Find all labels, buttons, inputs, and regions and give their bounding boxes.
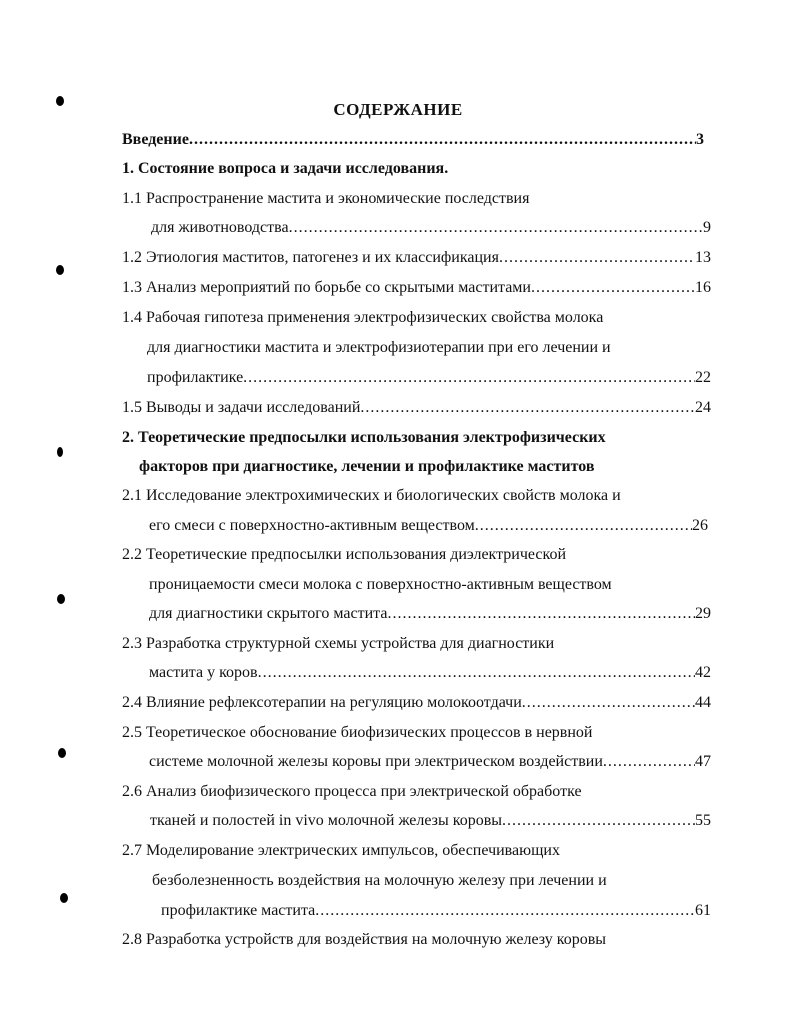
toc-entry — [161, 901, 711, 921]
toc-entry — [122, 248, 711, 268]
margin-mark — [56, 265, 64, 275]
margin-mark — [58, 748, 66, 758]
toc-entry — [122, 278, 711, 298]
toc-page-number: 26 — [692, 517, 708, 534]
toc-page-number: 13 — [695, 249, 711, 266]
toc-entry-text: его смеси с поверхностно-активным веществом — [149, 517, 475, 534]
toc-entry-text: проницаемости смеси молока с поверхностно-активным веществом — [149, 576, 612, 593]
toc-page-number: 29 — [695, 605, 711, 622]
toc-page-number: 61 — [695, 902, 711, 919]
toc-entry-text: 2.6 Анализ биофизического процесса при электрической обработке — [122, 783, 582, 800]
toc-entry-text: 2.2 Теоретические предпосылки использования диэлектрической — [122, 546, 567, 563]
toc-entry — [151, 218, 711, 238]
page-title: СОДЕРЖАНИЕ — [333, 100, 463, 119]
toc-entry — [150, 811, 711, 831]
margin-mark — [57, 594, 65, 604]
toc-page-number: 16 — [695, 279, 711, 296]
margin-mark — [60, 893, 68, 903]
toc-entry-text: Введение — [122, 131, 189, 148]
toc-page-number: 3 — [696, 131, 704, 148]
toc-entry-text: для животноводства — [151, 219, 289, 236]
toc-entry-text: 2.4 Влияние рефлексотерапии на регуляцию молокоотдачи — [122, 694, 522, 711]
toc-entry-text: безболезненность воздействия на молочную железу при лечении и — [152, 872, 607, 889]
toc-entry — [122, 130, 704, 150]
toc-entry-text: 1.3 Анализ мероприятий по борьбе со скрытыми маститами — [122, 279, 531, 296]
toc-entry-text: системе молочной железы коровы при электрическом воздействии — [149, 753, 603, 770]
margin-mark — [56, 96, 64, 106]
toc-entry — [149, 663, 711, 683]
toc-page-number: 24 — [695, 399, 711, 416]
toc-page-number: 9 — [703, 219, 711, 236]
toc-entry-text: 1.4 Рабочая гипотеза применения электрофизических свойства молока — [122, 309, 604, 326]
toc-entry — [149, 516, 708, 536]
toc-page-number: 55 — [695, 812, 711, 829]
toc-section-heading: 1. Состояние вопроса и задачи исследования. — [122, 160, 449, 177]
toc-entry-text: профилактике мастита — [161, 902, 316, 919]
toc-entry — [122, 693, 711, 713]
toc-entry-text: 1.1 Распространение мастита и экономические последствия — [122, 190, 530, 207]
toc-entry-text: 2.5 Теоретическое обоснование биофизических процессов в нервной — [122, 724, 593, 741]
toc-section-heading: факторов при диагностике, лечении и профилактике маститов — [139, 458, 595, 475]
margin-mark — [57, 447, 63, 457]
toc-entry-text: для диагностики скрытого мастита — [149, 605, 388, 622]
toc-entry-text: 2.3 Разработка структурной схемы устройства для диагностики — [122, 635, 555, 652]
toc-entry-text: 1.2 Этиология маститов, патогенез и их классификация — [122, 249, 499, 266]
toc-entry — [147, 368, 711, 388]
toc-page-number: 22 — [695, 369, 711, 386]
toc-entry-text: 2.7 Моделирование электрических импульсов, обеспечивающих — [122, 842, 560, 859]
toc-entry-text: 2.1 Исследование электрохимических и биологических свойств молока и — [122, 487, 621, 504]
toc-page-number: 47 — [695, 753, 711, 770]
toc-entry-text: тканей и полостей in vivo молочной железы коровы — [150, 812, 503, 829]
toc-entry-text: 1.5 Выводы и задачи исследований — [122, 399, 361, 416]
toc-entry-text: для диагностики мастита и электрофизиотерапии при его лечении и — [147, 339, 611, 356]
toc-page-number: 42 — [695, 664, 711, 681]
toc-entry — [149, 752, 711, 772]
toc-page-number: 44 — [695, 694, 711, 711]
toc-entry — [122, 398, 711, 418]
toc-entry — [149, 604, 711, 624]
toc-section-heading: 2. Теоретические предпосылки использования электрофизических — [122, 429, 606, 446]
toc-entry-text: 2.8 Разработка устройств для воздействия на молочную железу коровы — [122, 931, 606, 948]
toc-entry-text: профилактике — [147, 369, 244, 386]
toc-entry-text: мастита у коров — [149, 664, 258, 681]
